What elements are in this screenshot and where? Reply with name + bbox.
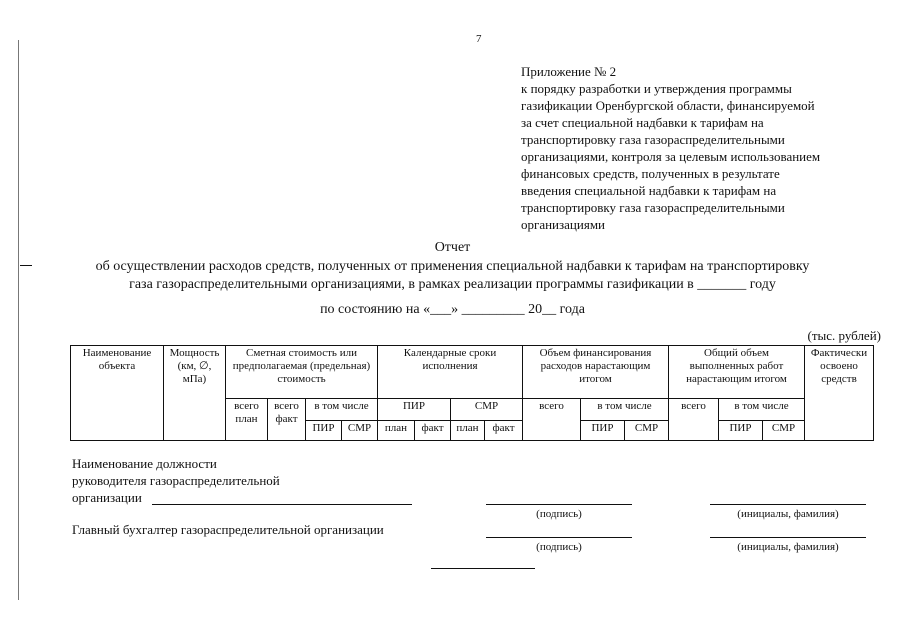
signature-line [486, 537, 632, 538]
appendix-line: финансовых средств, полученных в результате [521, 166, 780, 181]
report-date-line: по состоянию на «___» _________ 20__ года [320, 302, 585, 317]
header-financing-volume: Объем финансирования расходов нарастающим итогом [523, 346, 669, 399]
header-fact: факт [415, 421, 451, 441]
appendix-block [521, 63, 820, 233]
header-object-name: Наименование объекта [71, 346, 164, 441]
report-table [70, 345, 874, 441]
report-subtitle [0, 258, 905, 294]
header-smr: СМР [625, 421, 669, 441]
header-pir: ПИР [378, 399, 451, 421]
table-header-row [71, 346, 874, 399]
report-subtitle-line: об осуществлении расходов средств, полученных от применения специальной надбавки к тарифам на транспортировку [95, 259, 810, 274]
header-smr: СМР [342, 421, 378, 441]
appendix-line: организациями [521, 217, 605, 232]
header-pir: ПИР [306, 421, 342, 441]
appendix-line: за счет специальной надбавки к тарифам на [521, 115, 764, 130]
signature-caption: (подпись) [536, 541, 582, 553]
header-works-volume: Общий объем выполненных работ нарастающим итогом [669, 346, 805, 399]
header-plan: план [378, 421, 415, 441]
signature-caption: (подпись) [536, 508, 582, 520]
page-number: 7 [476, 33, 482, 45]
page-edge-line [18, 40, 19, 600]
header-power: Мощность (км, ∅, мПа) [164, 346, 226, 441]
header-pir: ПИР [581, 421, 625, 441]
header-including: в том числе [306, 399, 378, 421]
accountant-label: Главный бухгалтер газораспределительной организации [72, 522, 384, 537]
header-total-fact: всего факт [268, 399, 306, 441]
units-label: (тыс. рублей) [807, 328, 881, 343]
appendix-line: транспортировку газа газораспределительными [521, 132, 785, 147]
report-title: Отчет [434, 240, 471, 255]
name-caption: (инициалы, фамилия) [737, 508, 839, 520]
header-pir: ПИР [719, 421, 763, 441]
header-total: всего [523, 399, 581, 441]
header-plan: план [451, 421, 485, 441]
appendix-line: Приложение № 2 [521, 64, 617, 79]
name-caption: (инициалы, фамилия) [737, 541, 839, 553]
header-estimated-cost: Сметная стоимость или предполагаемая (предельная) стоимость [226, 346, 378, 399]
appendix-line: газификации Оренбургской области, финансируемой [521, 98, 815, 113]
header-fact: факт [485, 421, 523, 441]
position-label-line: организации [72, 490, 142, 505]
header-actual-spent: Фактически освоено средств [805, 346, 874, 441]
appendix-line: к порядку разработки и утверждения программы [521, 81, 792, 96]
signature-line [486, 504, 632, 505]
header-smr: СМР [763, 421, 805, 441]
appendix-line: введения специальной надбавки к тарифам на [521, 183, 777, 198]
header-smr: СМР [451, 399, 523, 421]
header-calendar-terms: Календарные сроки исполнения [378, 346, 523, 399]
name-line [710, 504, 866, 505]
position-label [72, 455, 280, 506]
appendix-line: организациями, контроля за целевым использованием [521, 149, 821, 164]
header-total: всего [669, 399, 719, 441]
header-including: в том числе [581, 399, 669, 421]
position-label-line: Наименование должности [72, 456, 217, 471]
header-total-plan: всего план [226, 399, 268, 441]
position-label-line: руководителя газораспределительной [72, 473, 280, 488]
name-line [710, 537, 866, 538]
closing-divider [431, 568, 535, 569]
position-name-line [152, 504, 412, 505]
appendix-line: транспортировку газа газораспределительными [521, 200, 785, 215]
report-subtitle-line: газа газораспределительными организациями, в рамках реализации программы газификации в _______ году [129, 277, 776, 292]
header-including: в том числе [719, 399, 805, 421]
